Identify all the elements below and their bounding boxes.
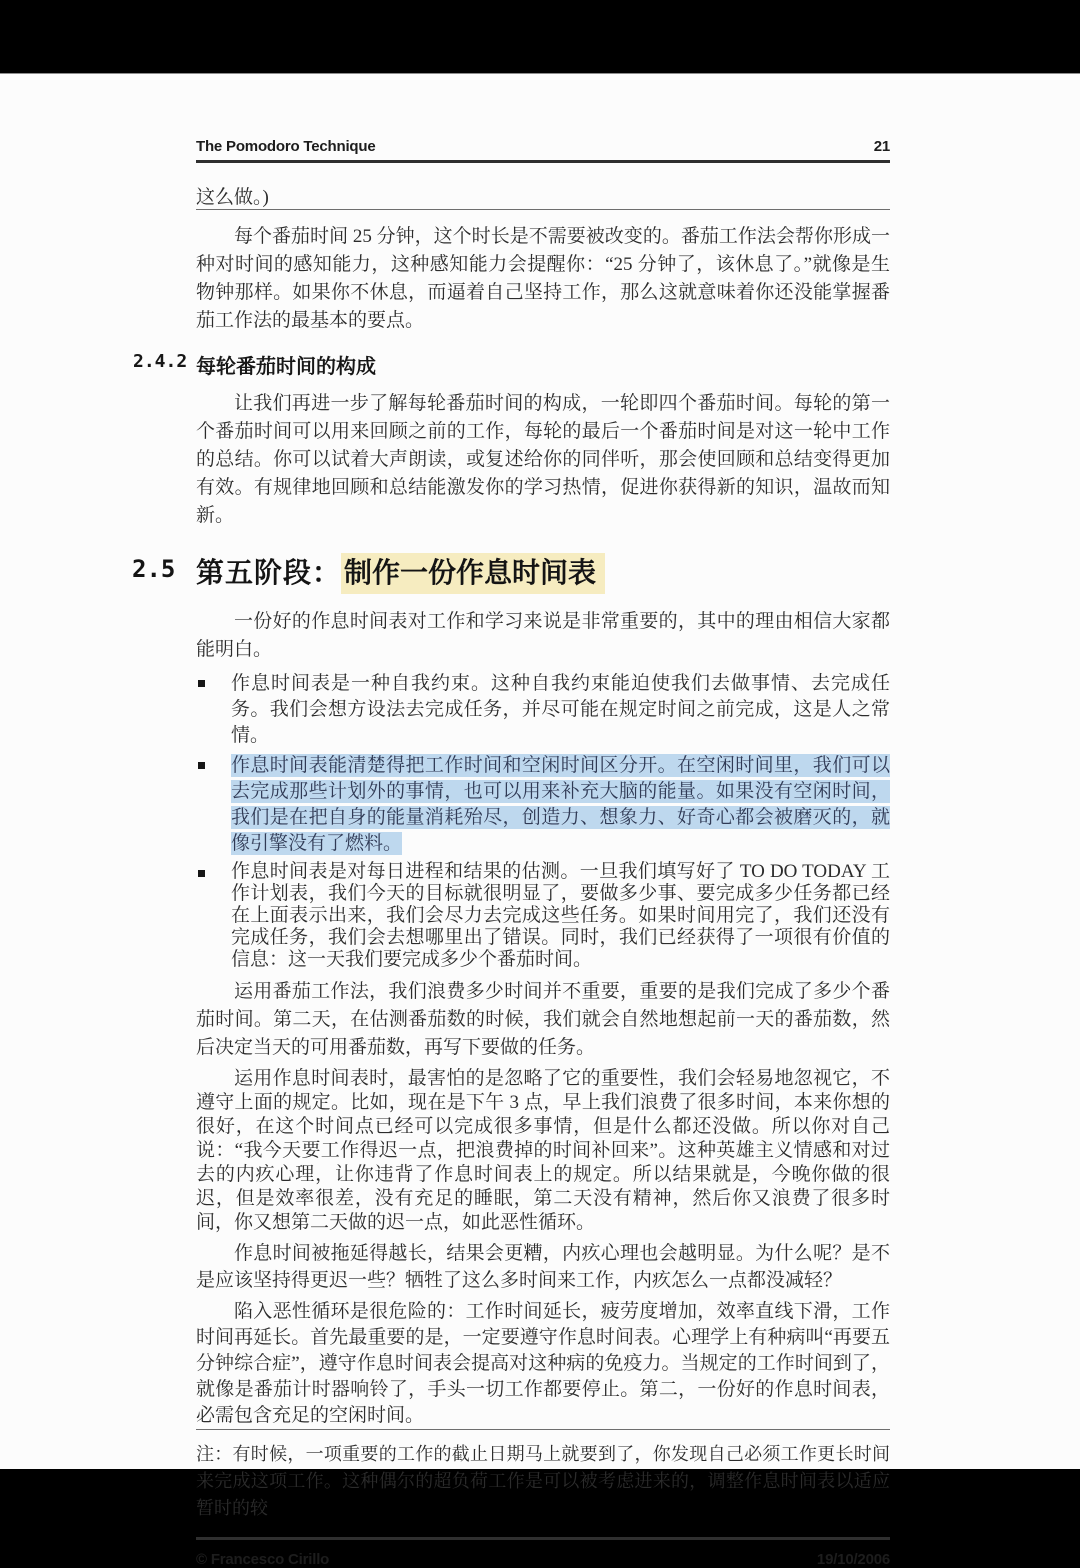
page-footer [196,1537,890,1568]
page-number: 21 [873,138,890,155]
section-242-title: 每轮番茄时间的构成 [196,356,376,378]
paragraph-pomodoro-length: 每个番茄时间 25 分钟，这个时长是不需要被改变的。番茄工作法会帮你形成一种对时间的感知能力，这种感知能力会提醒你：“25 分钟了，该休息了。”就像是生物钟那样。如果你不休息，而逼着自己坚持工作，那么这就意味着你还没能掌握番茄工作法的最基本的要点。 [196,226,890,331]
bullet-item-daily-estimate [196,861,890,971]
section-25-title-highlighted: 制作一份作息时间表 [341,553,605,594]
bullet-square-icon [198,870,205,877]
bullet-text: 作息时间表是一种自我约束。这种自我约束能迫使我们去做事情、去完成任务。我们会想方设法去完成任务，并尽可能在规定时间之前完成，这是人之常情。 [231,673,890,746]
paragraph-vicious-cycle: 陷入恶性循环是很危险的：工作时间延长，疲劳度增加，效率直线下滑，工作时间再延长。首先最重要的是，一定要遵守作息时间表。心理学上有种病叫“再要五分钟综合症”，遵守作息时间表会提高对这种病的免疫力。当规定的工作时间到了，就像是番茄计时器响铃了，手头一切工作都要停止。第二，一份好的作息时间表，必需包含充足的空闲时间。 [196,1301,890,1426]
bullet-item-work-free-time [196,753,890,857]
paragraph-wasted-time: 运用番茄工作法，我们浪费多少时间并不重要，重要的是我们完成了多少个番茄时间。第二天，在估测番茄数的时候，我们就会自然地想起前一天的番茄数，然后决定当天的可用番茄数，再写下要做的任务。 [196,981,890,1058]
section-25-number: 2.5 [132,555,176,583]
bullet-square-icon [198,680,205,687]
page-content [132,74,890,1568]
section-heading-242 [133,350,890,379]
bullet-text-highlighted: 作息时间表能清楚得把工作时间和空闲时间区分开。在空闲时间里，我们可以去完成那些计划外的事情，也可以用来补充大脑的能量。如果没有空闲时间，我们是在把自身的能量消耗殆尽，创造力、想象力、好奇心都会被磨灭的，就像引擎没有了燃料。 [231,755,890,854]
footer-date: 19/10/2006 [816,1551,890,1568]
paragraph-ignoring-timetable: 运用作息时间表时，最害怕的是忽略了它的重要性，我们会轻易地忽视它，不遵守上面的规定。比如，现在是下午 3 点，早上我们浪费了很多时间，本来你想的很好，在这个时间点已经可以完成很多事情，但是什么都还没做。所以你对自己说：“我今天要工作得迟一点，把浪费掉的时间补回来”。这种英雄主义情感和对过去的内疚心理，让你违背了作息时间表上的规定。所以结果就是，今晚你做的很迟，但是效率很差，没有充足的睡眠，第二天没有精神，然后你又浪费了很多时间，你又想第二天做的迟一点，如此恶性循环。 [196,1068,890,1233]
running-head-title: The Pomodoro Technique [196,138,376,155]
bullet-square-icon [198,762,205,769]
bullet-text: 作息时间表是对每日进程和结果的估测。一旦我们填写好了 TO DO TODAY 工作计划表，我们今天的目标就很明显了，要做多少事、要完成多少任务都已经在上面表示出来，我们会尽力去完成这些任务。如果时间用完了，我们还没有完成任务，我们会去想哪里出了错误。同时，我们已经获得了一项很有价值的信息：这一天我们要完成多少个番茄时间。 [231,861,890,970]
document-page [0,73,1080,1568]
paragraph-timetable-intro: 一份好的作息时间表对工作和学习来说是非常重要的，其中的理由相信大家都能明白。 [196,611,890,660]
page-header [196,74,890,163]
section-divider-rule [196,209,890,210]
section-25-title-prefix: 第五阶段： [196,558,342,589]
bullet-item-self-discipline [196,671,890,749]
paragraph-round-composition: 让我们再进一步了解每轮番茄时间的构成，一轮即四个番茄时间。每轮的第一个番茄时间可以用来回顾之前的工作，每轮的最后一个番茄时间是对这一轮中工作的总结。你可以试着大声朗读，或复述给你的同伴听，那会使回顾和总结变得更加有效。有规律地回顾和总结能激发你的学习热情，促进你获得新的知识，温故而知新。 [196,393,890,526]
paragraph-guilt: 作息时间被拖延得越长，结果会更糟，内疚心理也会越明显。为什么呢？是不是应该坚持得更迟一些？牺牲了这么多时间来工作，内疚怎么一点都没减轻？ [196,1243,890,1291]
bullet-list [196,671,890,971]
section-heading-25 [132,551,890,591]
section-242-number: 2.4.2 [133,351,188,372]
footnote-divider-rule [196,1429,890,1430]
carryover-line: 这么做。) [196,187,269,208]
footnote-text: 注：有时候，一项重要的工作的截止日期马上就要到了，你发现自己必须工作更长时间来完成这项工作。这种偶尔的超负荷工作是可以被考虑进来的，调整作息时间表以适应暂时的较 [196,1444,890,1518]
footer-copyright: © Francesco Cirillo [196,1551,330,1568]
